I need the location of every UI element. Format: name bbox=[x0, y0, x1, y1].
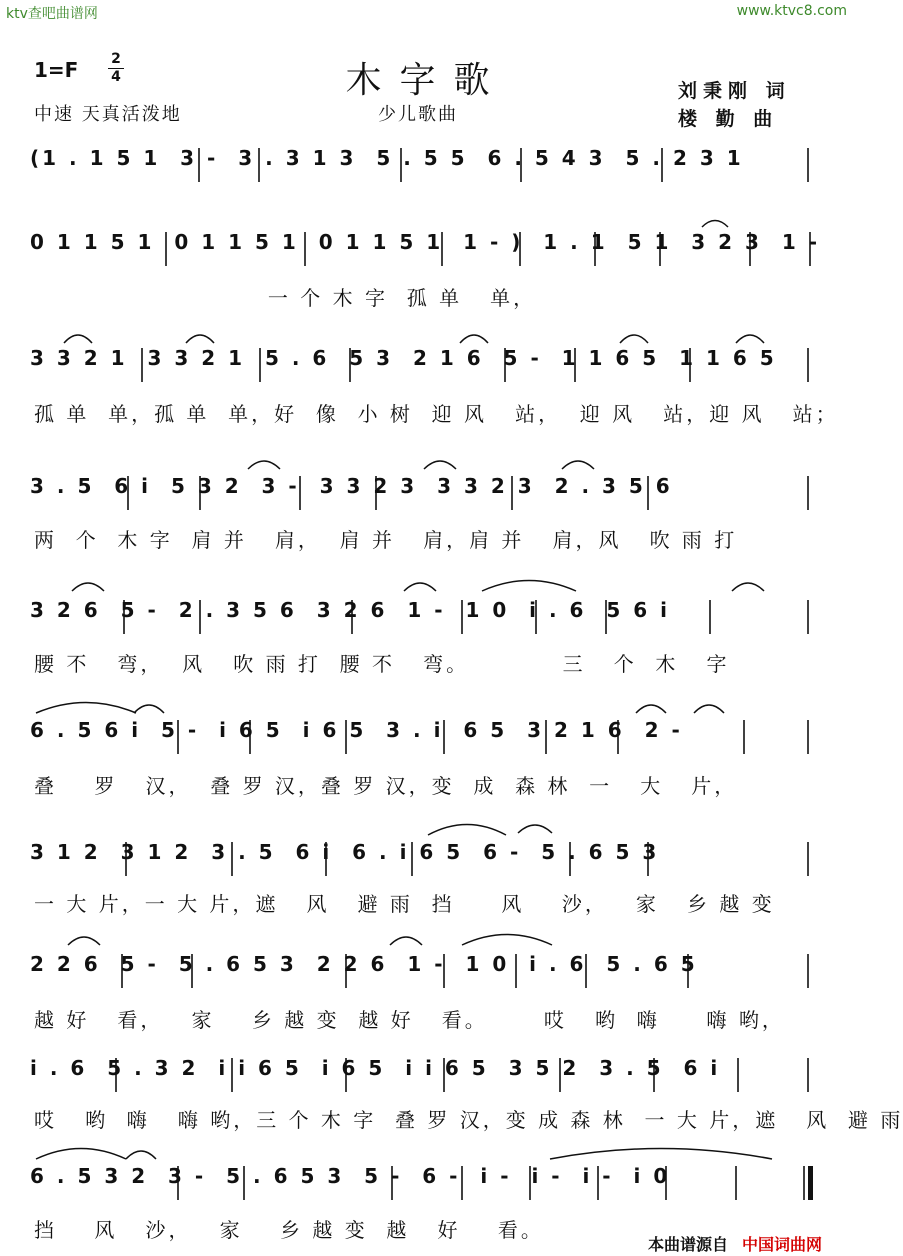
slur bbox=[422, 456, 458, 470]
lyricist-credit: 刘秉刚 词 bbox=[678, 80, 791, 102]
meter-bottom: 4 bbox=[111, 69, 121, 85]
lyrics-line: 哎 哟 嗨 嗨 哟，三 个 木 字 叠 罗 汉，变 成 森 林 一 大 片，遮 风 避 雨 bbox=[34, 1108, 903, 1132]
slur bbox=[34, 1142, 128, 1160]
lyrics-line: 一 个 木 字 孤 单 单， bbox=[34, 286, 537, 310]
lyrics-line: 挡 风 沙， 家 乡 越 变 越 好 看。 bbox=[34, 1218, 544, 1242]
slur bbox=[34, 696, 138, 714]
notes-line: 3 . 5 6 i 5 3 2 3 - 3 3 2 3 3 3 2 3 2 . 3 5 6 bbox=[30, 474, 673, 498]
slur bbox=[618, 330, 650, 344]
key-signature: 1=F bbox=[34, 58, 79, 82]
slur bbox=[62, 330, 94, 344]
slur bbox=[692, 700, 726, 714]
slur bbox=[124, 1146, 158, 1160]
slur bbox=[426, 818, 508, 836]
slur bbox=[132, 700, 166, 714]
notes-line: 3 1 2 3 1 2 3 . 5 6 i 6 . i 6 5 6 - 5 . 6 5 3 bbox=[30, 840, 660, 864]
notes-line: 2 2 6 5 - 5 . 6 5 3 2 2 6 1 - 1 0 i . 6 5 . 6 5 bbox=[30, 952, 698, 976]
tempo-marking: 中速 天真活泼地 bbox=[34, 104, 182, 125]
lyrics-line: 一 大 片，一 大 片，遮 风 避 雨 挡 风 沙， 家 乡 越 变 bbox=[34, 892, 775, 916]
watermark-top-left: ktv查吧曲谱网 bbox=[6, 6, 98, 22]
meter-top: 2 bbox=[111, 51, 121, 67]
tie bbox=[460, 928, 554, 946]
tie bbox=[548, 1144, 774, 1160]
slur bbox=[730, 578, 766, 592]
notes-line: 0 1 1 5 1 0 1 1 5 1 0 1 1 5 1 1 - ) 1 . 1 5 1 3 2 3 1 - bbox=[30, 230, 821, 254]
slur bbox=[66, 932, 102, 946]
composer-credit: 楼 勤 曲 bbox=[678, 108, 779, 130]
lyrics-line: 孤 单 单，孤 单 单，好 像 小 树 迎 风 站， 迎 风 站，迎 风 站； bbox=[34, 402, 839, 426]
slur bbox=[70, 578, 106, 592]
lyrics-line: 两 个 木 字 肩 并 肩， 肩 并 肩，肩 并 肩，风 吹 雨 打 bbox=[34, 528, 738, 552]
slur bbox=[458, 330, 490, 344]
genre-label: 少儿歌曲 bbox=[378, 104, 458, 125]
slur bbox=[634, 700, 668, 714]
song-title: 木字歌 bbox=[345, 60, 508, 102]
slur bbox=[402, 578, 438, 592]
notes-line: i . 6 5 . 3 2 i i 6 5 i 6 5 i i 6 5 3 5 2 3 . 5 6 i bbox=[30, 1056, 721, 1080]
lyrics-line: 越 好 看， 家 乡 越 变 越 好 看。 哎 哟 嗨 嗨 哟， bbox=[34, 1008, 785, 1032]
time-signature bbox=[108, 52, 124, 85]
lyrics-line: 叠 罗 汉， 叠 罗 汉，叠 罗 汉，变 成 森 林 一 大 片， bbox=[34, 774, 738, 798]
slur bbox=[734, 330, 766, 344]
slur bbox=[700, 216, 730, 228]
slur bbox=[388, 932, 424, 946]
slur bbox=[516, 820, 554, 834]
notes-line: 6 . 5 3 2 3 - 5 . 6 5 3 5 - 6 - i - i - i - i 0 bbox=[30, 1164, 671, 1188]
lyrics-line: 腰 不 弯， 风 吹 雨 打 腰 不 弯。 三 个 木 字 bbox=[34, 652, 730, 676]
footer-source-label: 本曲谱源自 bbox=[648, 1235, 729, 1254]
notes-line: (1 . 1 5 1 3 - 3 . 3 1 3 5 . 5 5 6 . 5 4 3 5 . 2 3 1 bbox=[30, 146, 744, 170]
tie bbox=[480, 574, 578, 592]
watermark-top-right: www.ktvc8.com bbox=[736, 3, 847, 19]
notes-line: 6 . 5 6 i 5 - i 6 5 i 6 5 3 . i 6 5 3 2 1 6 2 - bbox=[30, 718, 683, 742]
slur bbox=[246, 456, 282, 470]
footer-site-name: 中国词曲网 bbox=[742, 1235, 823, 1254]
slur bbox=[560, 456, 596, 470]
notes-line: 3 3 2 1 3 3 2 1 5 . 6 5 3 2 1 6 5 - 1 1 6 5 1 1 6 5 bbox=[30, 346, 777, 370]
slur bbox=[184, 330, 216, 344]
notes-line: 3 2 6 5 - 2 . 3 5 6 3 2 6 1 - 1 0 i . 6 5 6 i bbox=[30, 598, 671, 622]
